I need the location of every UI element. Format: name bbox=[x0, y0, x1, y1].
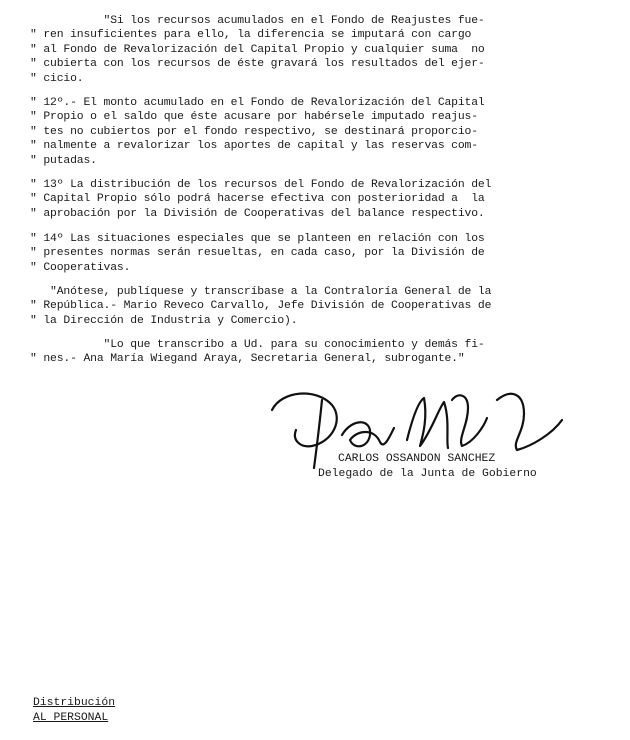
paragraph-transcribo bbox=[30, 338, 610, 367]
distribution-recipient: AL PERSONAL bbox=[33, 712, 109, 724]
distribution-heading: Distribución bbox=[33, 697, 116, 709]
text-line: " 13º La distribución de los recursos del Fondo de Revalorización del bbox=[30, 179, 492, 191]
text-line: " República.- Mario Reveco Carvallo, Jefe División de Cooperativas de bbox=[30, 300, 492, 313]
text-line: " Propio o el saldo que éste acusare por habérsele imputado reajus- bbox=[30, 111, 478, 124]
text-line: " putadas. bbox=[30, 154, 97, 167]
text-line: " ren insuficientes para ello, la diferencia se imputará con cargo bbox=[30, 29, 472, 42]
text-line: " Capital Propio sólo podrá hacerse efectiva con posterioridad a la bbox=[30, 193, 485, 206]
text-line: " Cooperativas. bbox=[30, 261, 131, 274]
distribution-block bbox=[33, 696, 115, 726]
paragraph-fondo-reajustes bbox=[30, 14, 610, 86]
text-line: " cicio. bbox=[30, 72, 84, 85]
text-line: "Anótese, publíquese y transcríbase a la Contraloría General de la bbox=[30, 286, 492, 298]
signature-block bbox=[318, 452, 618, 482]
text-line: " 12º.- El monto acumulado en el Fondo de Revalorización del Capital bbox=[30, 97, 485, 109]
paragraph-article-12 bbox=[30, 96, 610, 168]
signatory-title: Delegado de la Junta de Gobierno bbox=[318, 468, 537, 480]
text-line: " 14º Las situaciones especiales que se planteen en relación con los bbox=[30, 233, 485, 245]
text-line: " al Fondo de Revalorización del Capital Propio y cualquier suma no bbox=[30, 43, 485, 56]
text-line: " la Dirección de Industria y Comercio). bbox=[30, 314, 298, 327]
paragraph-article-13 bbox=[30, 178, 610, 221]
text-line: "Si los recursos acumulados en el Fondo de Reajustes fue- bbox=[30, 15, 485, 27]
signatory-name: CARLOS OSSANDON SANCHEZ bbox=[338, 453, 496, 465]
text-line: " nes.- Ana María Wiegand Araya, Secretaria General, subrogante." bbox=[30, 353, 465, 366]
text-line: " cubierta con los recursos de éste gravará los resultados del ejer- bbox=[30, 58, 485, 71]
text-line: " nalmente a revalorizar los aportes de capital y las reservas com- bbox=[30, 140, 478, 153]
paragraph-article-14 bbox=[30, 232, 610, 275]
text-line: " tes no cubiertos por el fondo respectivo, se destinará proporcio- bbox=[30, 125, 478, 138]
paragraph-anotese bbox=[30, 285, 610, 328]
text-line: "Lo que transcribo a Ud. para su conocimiento y demás fi- bbox=[30, 339, 485, 351]
text-line: " presentes normas serán resueltas, en cada caso, por la División de bbox=[30, 247, 485, 260]
text-line: " aprobación por la División de Cooperativas del balance respectivo. bbox=[30, 207, 485, 220]
